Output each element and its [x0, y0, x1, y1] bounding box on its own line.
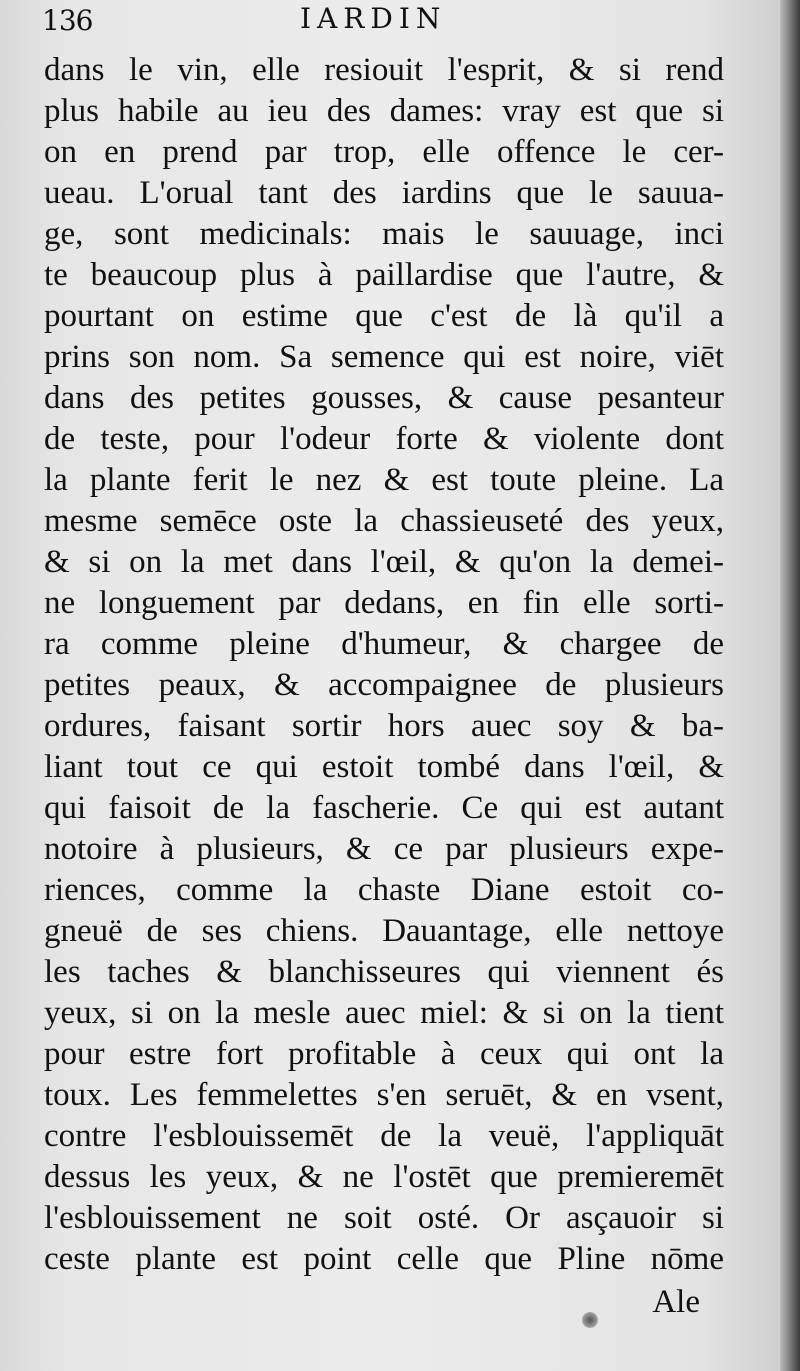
text-line: prins son nom. Sa semence qui est noire, viēt [44, 339, 724, 375]
text-line: qui faisoit de la fascherie. Ce qui est autant [44, 790, 724, 826]
text-line: notoire à plusieurs, & ce par plusieurs expe- [44, 831, 724, 867]
catchword: Ale [652, 1284, 700, 1320]
text-line: dans le vin, elle resiouit l'esprit, & si rend [44, 52, 724, 88]
text-line: te beaucoup plus à paillardise que l'autre, & [44, 257, 724, 293]
text-line: les taches & blanchisseures qui viennent és [44, 954, 724, 990]
body-text [44, 50, 724, 1280]
text-line: ordures, faisant sortir hors auec soy & ba- [44, 708, 724, 744]
text-line: l'esblouissement ne soit osté. Or asçauoir si [44, 1200, 724, 1236]
text-line: contre l'esblouissemēt de la veuë, l'appliquāt [44, 1118, 724, 1154]
text-line: ne longuement par dedans, en fin elle sorti- [44, 585, 724, 621]
text-line: dans des petites gousses, & cause pesanteur [44, 380, 724, 416]
text-line: mesme semēce oste la chassieuseté des yeux, [44, 503, 724, 539]
page-number: 136 [42, 4, 93, 37]
text-line: toux. Les femmelettes s'en seruēt, & en vsent, [44, 1077, 724, 1113]
running-head: IARDIN [300, 2, 447, 35]
text-line: dessus les yeux, & ne l'ostēt que premieremēt [44, 1159, 724, 1195]
text-line: de teste, pour l'odeur forte & violente dont [44, 421, 724, 457]
text-line: riences, comme la chaste Diane estoit co- [44, 872, 724, 908]
ink-blot [582, 1312, 598, 1328]
text-line: ra comme pleine d'humeur, & chargee de [44, 626, 724, 662]
text-line: yeux, si on la mesle auec miel: & si on la tient [44, 995, 724, 1031]
text-line: pour estre fort profitable à ceux qui ont la [44, 1036, 724, 1072]
text-line: & si on la met dans l'œil, & qu'on la demei- [44, 544, 724, 580]
text-line: ge, sont medicinals: mais le sauuage, inci [44, 216, 724, 252]
text-line: ceste plante est point celle que Pline nōme [44, 1241, 724, 1277]
text-line: pourtant on estime que c'est de là qu'il a [44, 298, 724, 334]
page-header [40, 0, 760, 40]
text-line: on en prend par trop, elle offence le cer- [44, 134, 724, 170]
text-line: liant tout ce qui estoit tombé dans l'œil, & [44, 749, 724, 785]
text-line: plus habile au ieu des dames: vray est que si [44, 93, 724, 129]
page-gutter [780, 0, 800, 1371]
text-line: petites peaux, & accompaignee de plusieurs [44, 667, 724, 703]
text-line: gneuë de ses chiens. Dauantage, elle nettoye [44, 913, 724, 949]
text-line: ueau. L'orual tant des iardins que le sauua- [44, 175, 724, 211]
text-line: la plante ferit le nez & est toute pleine. La [44, 462, 724, 498]
